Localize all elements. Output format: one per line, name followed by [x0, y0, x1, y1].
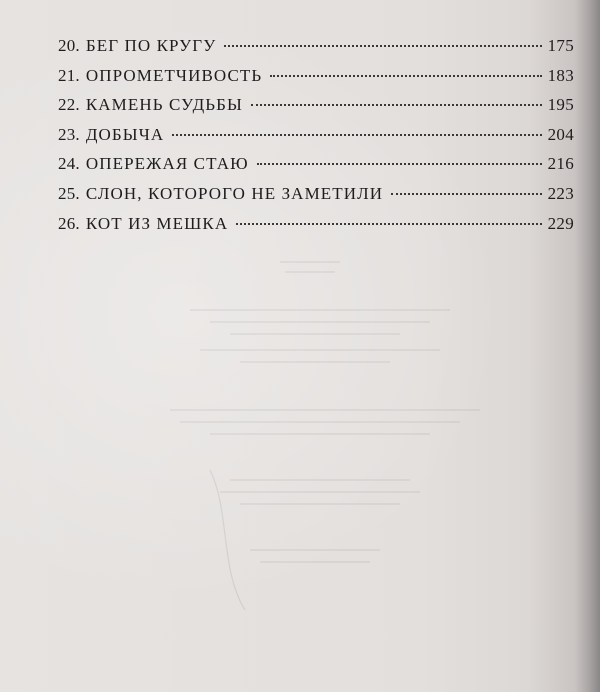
chapter-title: ОПЕРЕЖАЯ СТАЮ: [85, 154, 249, 174]
page-number: 216: [547, 154, 574, 174]
chapter-title: СЛОН, КОТОРОГО НЕ ЗАМЕТИЛИ: [85, 183, 384, 203]
chapter-title: КАМЕНЬ СУДЬБЫ: [85, 95, 243, 115]
dot-leader: [236, 223, 541, 225]
page-number: 195: [547, 95, 574, 115]
toc-entry: [58, 154, 574, 184]
dot-leader: [270, 75, 541, 77]
table-of-contents: [58, 36, 574, 243]
chapter-number: 24.: [58, 154, 80, 174]
toc-entry: [58, 184, 574, 214]
chapter-title: КОТ ИЗ МЕШКА: [85, 213, 229, 233]
toc-entry: [58, 214, 574, 244]
chapter-number: 20.: [58, 36, 80, 55]
chapter-number: 21.: [58, 65, 80, 85]
dot-leader: [391, 193, 541, 195]
chapter-title: ДОБЫЧА: [85, 124, 165, 144]
dot-leader: [257, 163, 542, 165]
chapter-number: 22.: [58, 95, 80, 115]
dot-leader: [224, 45, 541, 47]
chapter-number: 26.: [58, 213, 80, 233]
page-number: 175: [547, 36, 574, 55]
chapter-title: ОПРОМЕТЧИВОСТЬ: [85, 65, 263, 85]
show-through-texture: [150, 250, 490, 630]
page-number: 204: [547, 124, 574, 144]
toc-entry: [58, 36, 574, 66]
chapter-number: 23.: [58, 124, 80, 144]
dot-leader: [251, 104, 542, 106]
page-edge-shadow: [574, 0, 600, 692]
page-number: 223: [547, 183, 574, 203]
toc-entry: [58, 66, 574, 96]
toc-entry: [58, 125, 574, 155]
chapter-title: БЕГ ПО КРУГУ: [85, 36, 217, 55]
chapter-number: 25.: [58, 183, 80, 203]
page-number: 183: [547, 65, 574, 85]
page-number: 229: [547, 213, 574, 233]
dot-leader: [172, 134, 541, 136]
toc-entry: [58, 95, 574, 125]
